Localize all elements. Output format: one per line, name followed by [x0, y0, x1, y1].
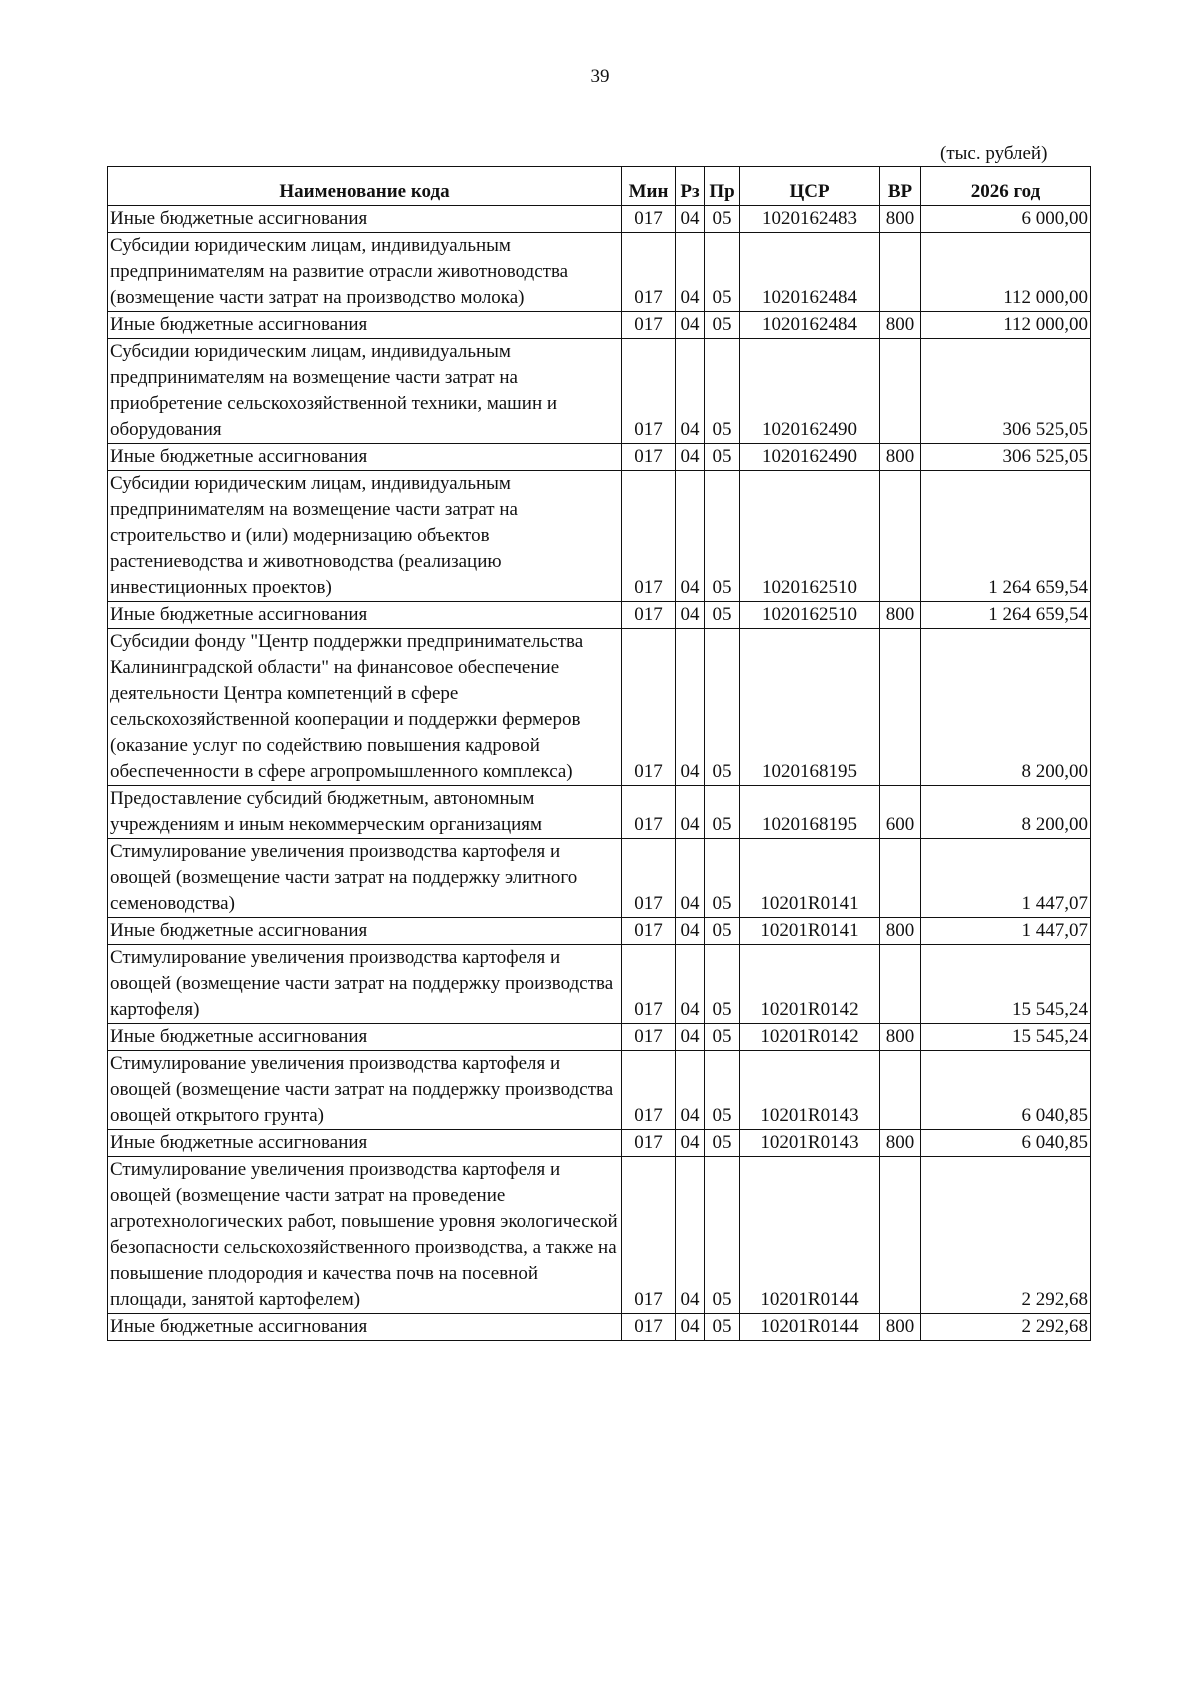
cell-csr: 1020162490	[740, 444, 880, 471]
header-vr: ВР	[880, 167, 921, 206]
table-row	[108, 339, 1091, 444]
cell-csr: 10201R0141	[740, 918, 880, 945]
cell-min: 017	[622, 918, 676, 945]
cell-pr: 05	[705, 444, 740, 471]
table-row	[108, 444, 1091, 471]
cell-min: 017	[622, 1314, 676, 1341]
cell-csr: 1020162484	[740, 312, 880, 339]
cell-rz: 04	[676, 1024, 705, 1051]
cell-min: 017	[622, 312, 676, 339]
cell-pr: 05	[705, 206, 740, 233]
table-row	[108, 471, 1091, 602]
cell-csr: 10201R0144	[740, 1314, 880, 1341]
cell-amount: 306 525,05	[921, 339, 1091, 444]
table-row	[108, 1051, 1091, 1130]
cell-min: 017	[622, 444, 676, 471]
cell-amount: 15 545,24	[921, 945, 1091, 1024]
table-row	[108, 629, 1091, 786]
cell-min: 017	[622, 1157, 676, 1314]
cell-csr: 1020162510	[740, 602, 880, 629]
cell-min: 017	[622, 206, 676, 233]
cell-csr: 1020162483	[740, 206, 880, 233]
cell-min: 017	[622, 1024, 676, 1051]
cell-amount: 8 200,00	[921, 629, 1091, 786]
cell-amount: 2 292,68	[921, 1314, 1091, 1341]
cell-amount: 8 200,00	[921, 786, 1091, 839]
cell-rz: 04	[676, 602, 705, 629]
cell-min: 017	[622, 602, 676, 629]
cell-rz: 04	[676, 1051, 705, 1130]
table-row	[108, 786, 1091, 839]
cell-vr: 800	[880, 1024, 921, 1051]
cell-vr	[880, 471, 921, 602]
cell-pr: 05	[705, 1051, 740, 1130]
cell-rz: 04	[676, 312, 705, 339]
cell-pr: 05	[705, 786, 740, 839]
table-row	[108, 918, 1091, 945]
cell-pr: 05	[705, 602, 740, 629]
cell-vr: 600	[880, 786, 921, 839]
units-label: (тыс. рублей)	[940, 143, 1048, 164]
cell-vr: 800	[880, 602, 921, 629]
cell-rz: 04	[676, 786, 705, 839]
header-name: Наименование кода	[108, 167, 622, 206]
cell-vr	[880, 629, 921, 786]
cell-csr: 10201R0144	[740, 1157, 880, 1314]
table-row	[108, 206, 1091, 233]
cell-amount: 1 264 659,54	[921, 602, 1091, 629]
cell-rz: 04	[676, 206, 705, 233]
cell-name: Стимулирование увеличения производства картофеля и овощей (возмещение части затрат на поддержку производства картофеля)	[108, 945, 622, 1024]
cell-rz: 04	[676, 1130, 705, 1157]
cell-vr: 800	[880, 918, 921, 945]
cell-csr: 1020162490	[740, 339, 880, 444]
cell-csr: 10201R0143	[740, 1130, 880, 1157]
cell-vr	[880, 945, 921, 1024]
cell-pr: 05	[705, 1024, 740, 1051]
cell-name: Субсидии юридическим лицам, индивидуальным предпринимателям на развитие отрасли животноводства (возмещение части затрат на производство молока)	[108, 233, 622, 312]
header-csr: ЦСР	[740, 167, 880, 206]
cell-name: Иные бюджетные ассигнования	[108, 444, 622, 471]
cell-vr	[880, 339, 921, 444]
cell-vr: 800	[880, 1130, 921, 1157]
cell-name: Иные бюджетные ассигнования	[108, 1024, 622, 1051]
budget-table	[107, 166, 1091, 1341]
cell-amount: 112 000,00	[921, 312, 1091, 339]
cell-amount: 1 447,07	[921, 918, 1091, 945]
cell-pr: 05	[705, 339, 740, 444]
table-row	[108, 839, 1091, 918]
cell-amount: 1 264 659,54	[921, 471, 1091, 602]
table-row	[108, 1314, 1091, 1341]
cell-vr	[880, 839, 921, 918]
cell-amount: 306 525,05	[921, 444, 1091, 471]
cell-pr: 05	[705, 1157, 740, 1314]
cell-rz: 04	[676, 1314, 705, 1341]
cell-min: 017	[622, 786, 676, 839]
cell-name: Субсидии юридическим лицам, индивидуальным предпринимателям на возмещение части затрат на приобретение сельскохозяйственной техники, машин и оборудования	[108, 339, 622, 444]
cell-csr: 1020168195	[740, 786, 880, 839]
cell-min: 017	[622, 945, 676, 1024]
cell-min: 017	[622, 471, 676, 602]
cell-pr: 05	[705, 629, 740, 786]
cell-amount: 112 000,00	[921, 233, 1091, 312]
cell-pr: 05	[705, 233, 740, 312]
cell-vr: 800	[880, 312, 921, 339]
cell-csr: 10201R0142	[740, 1024, 880, 1051]
cell-amount: 6 000,00	[921, 206, 1091, 233]
cell-rz: 04	[676, 233, 705, 312]
cell-rz: 04	[676, 339, 705, 444]
cell-vr: 800	[880, 206, 921, 233]
cell-amount: 2 292,68	[921, 1157, 1091, 1314]
header-pr: Пр	[705, 167, 740, 206]
cell-csr: 10201R0142	[740, 945, 880, 1024]
cell-min: 017	[622, 339, 676, 444]
cell-min: 017	[622, 839, 676, 918]
cell-name: Стимулирование увеличения производства картофеля и овощей (возмещение части затрат на поддержку элитного семеноводства)	[108, 839, 622, 918]
table-row	[108, 1024, 1091, 1051]
cell-amount: 6 040,85	[921, 1051, 1091, 1130]
page-number: 39	[590, 66, 610, 87]
cell-rz: 04	[676, 471, 705, 602]
cell-amount: 6 040,85	[921, 1130, 1091, 1157]
cell-min: 017	[622, 233, 676, 312]
cell-name: Субсидии юридическим лицам, индивидуальным предпринимателям на возмещение части затрат на строительство и (или) модернизацию объектов растениеводства и животноводства (реализацию инвестиционных проектов)	[108, 471, 622, 602]
cell-min: 017	[622, 629, 676, 786]
table-body	[108, 206, 1091, 1341]
cell-rz: 04	[676, 629, 705, 786]
cell-vr: 800	[880, 444, 921, 471]
cell-name: Стимулирование увеличения производства картофеля и овощей (возмещение части затрат на проведение агротехнологических работ, повышение уровня экологической безопасности сельскохозяйственного производства, а также на повышение плодородия и качества почв на посевной площади, занятой картофелем)	[108, 1157, 622, 1314]
cell-pr: 05	[705, 312, 740, 339]
table-row	[108, 233, 1091, 312]
cell-min: 017	[622, 1051, 676, 1130]
header-amount: 2026 год	[921, 167, 1091, 206]
table-row	[108, 602, 1091, 629]
cell-vr	[880, 1157, 921, 1314]
cell-csr: 10201R0143	[740, 1051, 880, 1130]
cell-amount: 1 447,07	[921, 839, 1091, 918]
cell-pr: 05	[705, 1130, 740, 1157]
table-row	[108, 1130, 1091, 1157]
cell-csr: 1020168195	[740, 629, 880, 786]
cell-pr: 05	[705, 1314, 740, 1341]
cell-vr: 800	[880, 1314, 921, 1341]
cell-csr: 1020162510	[740, 471, 880, 602]
cell-name: Иные бюджетные ассигнования	[108, 1130, 622, 1157]
cell-name: Стимулирование увеличения производства картофеля и овощей (возмещение части затрат на поддержку производства овощей открытого грунта)	[108, 1051, 622, 1130]
cell-csr: 10201R0141	[740, 839, 880, 918]
cell-name: Иные бюджетные ассигнования	[108, 206, 622, 233]
table-row	[108, 945, 1091, 1024]
cell-rz: 04	[676, 945, 705, 1024]
cell-pr: 05	[705, 945, 740, 1024]
cell-pr: 05	[705, 839, 740, 918]
cell-name: Иные бюджетные ассигнования	[108, 602, 622, 629]
table-row	[108, 1157, 1091, 1314]
cell-min: 017	[622, 1130, 676, 1157]
cell-rz: 04	[676, 1157, 705, 1314]
cell-vr	[880, 1051, 921, 1130]
cell-pr: 05	[705, 471, 740, 602]
cell-name: Предоставление субсидий бюджетным, автономным учреждениям и иным некоммерческим организациям	[108, 786, 622, 839]
cell-name: Иные бюджетные ассигнования	[108, 1314, 622, 1341]
cell-name: Иные бюджетные ассигнования	[108, 312, 622, 339]
cell-rz: 04	[676, 918, 705, 945]
cell-rz: 04	[676, 839, 705, 918]
cell-name: Иные бюджетные ассигнования	[108, 918, 622, 945]
cell-pr: 05	[705, 918, 740, 945]
cell-amount: 15 545,24	[921, 1024, 1091, 1051]
header-min: Мин	[622, 167, 676, 206]
header-rz: Рз	[676, 167, 705, 206]
table-header-row	[108, 167, 1091, 206]
cell-csr: 1020162484	[740, 233, 880, 312]
table-row	[108, 312, 1091, 339]
cell-vr	[880, 233, 921, 312]
cell-name: Субсидии фонду "Центр поддержки предпринимательства Калининградской области" на финансовое обеспечение деятельности Центра компетенций в сфере сельскохозяйственной кооперации и поддержки фермеров (оказание услуг по содействию повышения кадровой обеспеченности в сфере агропромышленного комплекса)	[108, 629, 622, 786]
cell-rz: 04	[676, 444, 705, 471]
